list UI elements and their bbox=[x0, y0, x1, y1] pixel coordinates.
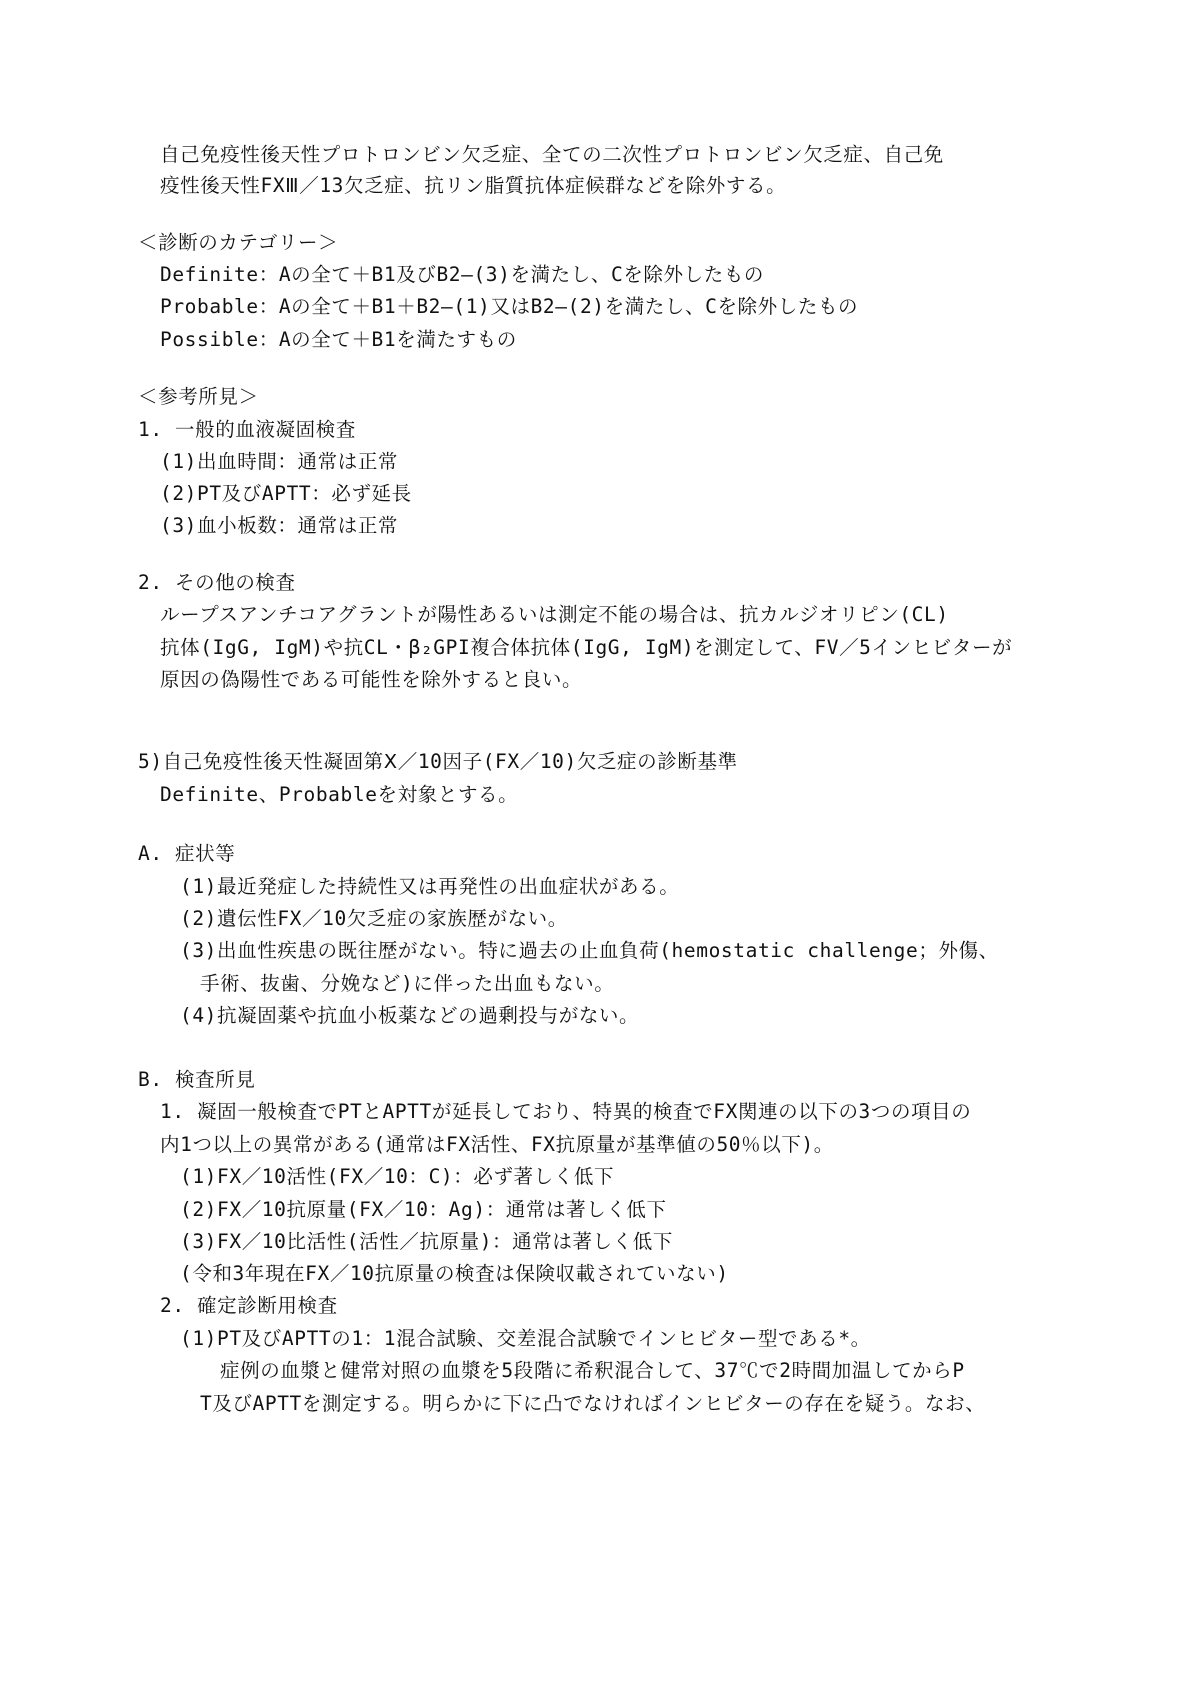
text-line: 5)自己免疫性後天性凝固第Ⅹ／10因子(FX／10)欠乏症の診断基準 bbox=[138, 750, 738, 773]
text-line: 自己免疫性後天性プロトロンビン欠乏症、全ての二次性プロトロンビン欠乏症、自己免 bbox=[160, 143, 944, 166]
text-line: Definite、Probableを対象とする。 bbox=[160, 783, 519, 806]
text-line: 2. その他の検査 bbox=[138, 571, 296, 594]
text-line: (3)FX／10比活性(活性／抗原量)：通常は著しく低下 bbox=[180, 1230, 673, 1253]
text-line: (令和3年現在FX／10抗原量の検査は保険収載されていない) bbox=[180, 1262, 729, 1285]
text-line: 内1つ以上の異常がある(通常はFX活性、FX抗原量が基準値の50％以下)。 bbox=[160, 1133, 834, 1156]
text-line: (4)抗凝固薬や抗血小板薬などの過剰投与がない。 bbox=[180, 1004, 640, 1027]
text-line: (1)FX／10活性(FX／10：C)：必ず著しく低下 bbox=[180, 1165, 615, 1188]
text-line: ＜診断のカテゴリー＞ bbox=[138, 231, 339, 254]
text-line: ループスアンチコアグラントが陽性あるいは測定不能の場合は、抗カルジオリピン(CL) bbox=[160, 603, 949, 626]
text-line: (2)FX／10抗原量(FX／10：Ag)：通常は著しく低下 bbox=[180, 1198, 667, 1221]
text-line: Probable：Aの全て＋B1＋B2―(1)又はB2―(2)を満たし、Cを除外したもの bbox=[160, 295, 859, 318]
text-line: 2. 確定診断用検査 bbox=[160, 1294, 338, 1317]
text-line: 1. 凝固一般検査でPTとAPTTが延長しており、特異的検査でFX関連の以下の3つの項目の bbox=[160, 1100, 972, 1123]
text-line: Possible：Aの全て＋B1を満たすもの bbox=[160, 328, 517, 351]
text-line: T及びAPTTを測定する。明らかに下に凸でなければインヒビターの存在を疑う。なお、 bbox=[200, 1392, 986, 1415]
text-line: 1. 一般的血液凝固検査 bbox=[138, 418, 356, 441]
text-line: (2)PT及びAPTT：必ず延長 bbox=[160, 482, 412, 505]
text-line: 原因の偽陽性である可能性を除外すると良い。 bbox=[160, 668, 583, 691]
text-line: B. 検査所見 bbox=[138, 1068, 256, 1091]
text-line: 抗体(IgG, IgM)や抗CL・β₂GPI複合体抗体(IgG, IgM)を測定して、FV／5インヒビターが bbox=[160, 636, 1013, 659]
text-line: 疫性後天性FXⅢ／13欠乏症、抗リン脂質抗体症候群などを除外する。 bbox=[160, 174, 787, 197]
text-line: (1)最近発症した持続性又は再発性の出血症状がある。 bbox=[180, 875, 680, 898]
text-line: (1)PT及びAPTTの1：1混合試験、交差混合試験でインヒビター型である*。 bbox=[180, 1327, 871, 1350]
text-line: (3)血小板数：通常は正常 bbox=[160, 514, 399, 537]
text-line: A. 症状等 bbox=[138, 842, 236, 865]
text-line: (2)遺伝性FX／10欠乏症の家族歴がない。 bbox=[180, 907, 568, 930]
text-line: (3)出血性疾患の既往歴がない。特に過去の止血負荷(hemostatic challenge；外傷、 bbox=[180, 939, 999, 962]
text-line: ＜参考所見＞ bbox=[138, 385, 259, 408]
text-line: (1)出血時間：通常は正常 bbox=[160, 450, 399, 473]
text-line: 症例の血漿と健常対照の血漿を5段階に希釈混合して、37℃で2時間加温してからP bbox=[220, 1359, 965, 1382]
text-line: 手術、抜歯、分娩など)に伴った出血もない。 bbox=[200, 972, 615, 995]
text-line: Definite：Aの全て＋B1及びB2―(3)を満たし、Cを除外したもの bbox=[160, 263, 765, 286]
